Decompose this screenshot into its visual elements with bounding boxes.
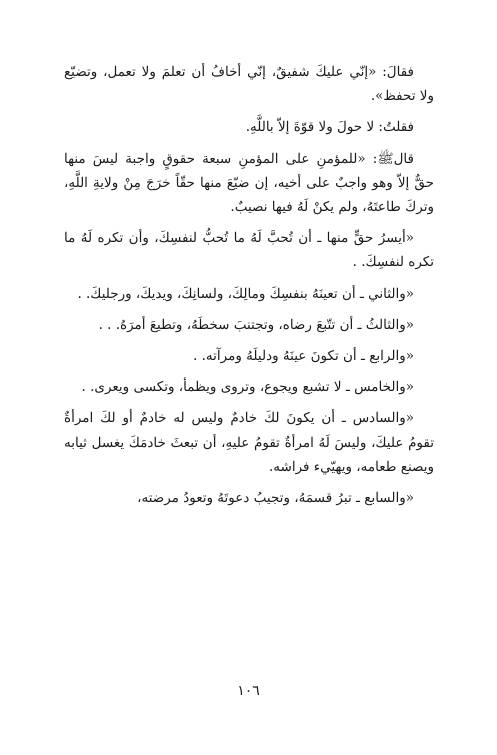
page-number: ١٠٦ xyxy=(237,683,260,699)
paragraph-right-7: «والسابع ـ تبرُ قسمَهُ، وتجيبُ دعوتَهُ وتعودُ مرضته، xyxy=(137,490,414,507)
paragraph-right-1: «أيسرُ حقٍّ منها ـ أن تُحبَّ لَهُ ما تُحبُّ لنفسِكَ، وأن تكره لَهُ ما تكره لنفسِكَ. . xyxy=(64,230,434,271)
paragraph-right-5: «والخامس ـ لا تشبع ويجوع، وتروى ويظمأ، وتكسى ويعرى. . xyxy=(81,379,414,396)
paragraph-right-2: «والثاني ـ أن تعينَهُ بنفسِكَ ومالِكَ، ولسانِكَ، ويديكَ، ورجليكَ. . xyxy=(77,285,414,302)
paragraph-la-hawla: فقلتُ: لا حولَ ولا قوّةَ إلاّ باللَّهِ. xyxy=(245,119,414,136)
paragraph-right-4: «والرابع ـ أن تكونَ عينَهُ ودليلَهُ ومرآته. . xyxy=(193,348,414,365)
paragraph-right-3: «والثالثُ ـ أن تتّبعَ رضاه، وتجتنبَ سخطَهُ، وتطيعَ أمرَهُ. . . xyxy=(98,316,414,333)
paragraph-right-6: «والسادس ـ أن يكونَ لكَ خادمٌ وليس له خادمٌ أو لكَ امرأةٌ تقومُ عليكَ، وليسَ لَهُ امرأةٌ تقومُ عليهِ، أن تبعثَ خادمَكَ يغسل ثيابه ويصنع طعامه، ويهيّيء فراشه. xyxy=(64,410,434,475)
paragraph-reply: فقالَ: «إنّي عليكَ شفيقٌ، إنّي أخافُ أن تعلمَ ولا تعمل، وتضيّع ولا تحفظ». xyxy=(64,64,434,105)
book-page-body xyxy=(64,60,434,700)
paragraph-seven-rights-intro: قالﷺ: «للمؤمنِ على المؤمنِ سبعة حقوقٍ واجبة ليسَ منها حقٌّ إلاّ وهو واجبٌ على أخيه، إن ضيّعَ منها حقّاً خرَجَ مِنْ ولايةِ اللَّهِ، وتركَ طاعتَهُ، ولم يكنْ لَهُ فيها نصيبٌ. xyxy=(64,150,434,216)
